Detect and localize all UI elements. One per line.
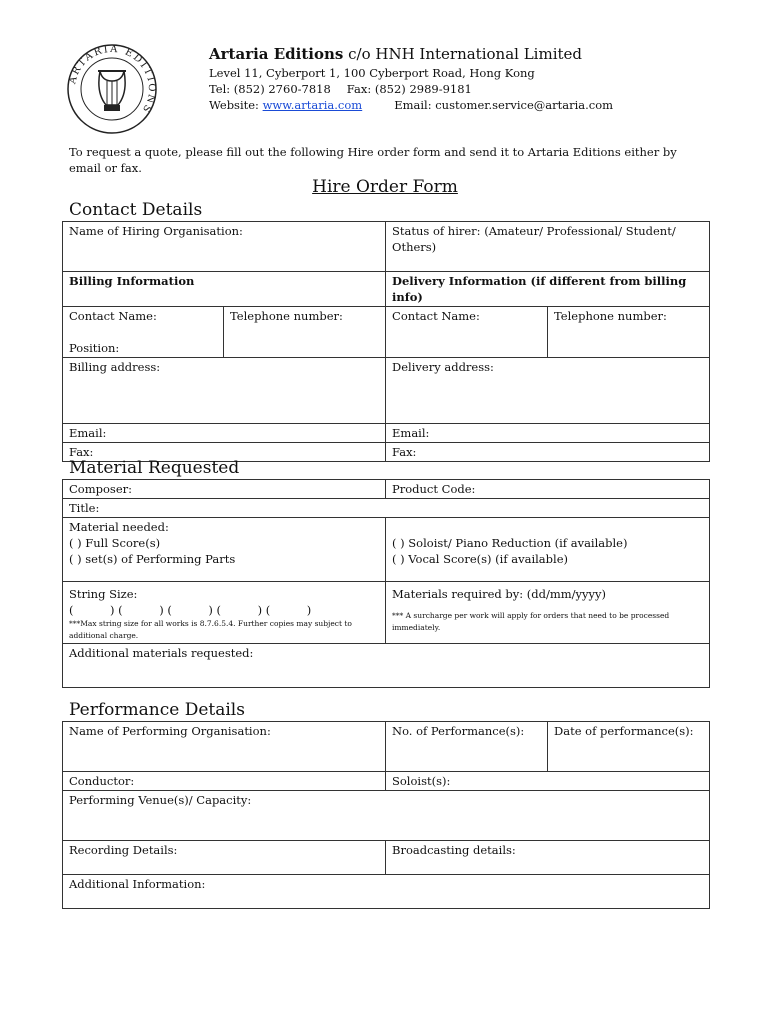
artaria-lyre-logo — [66, 43, 158, 135]
additional-information-field[interactable]: Additional Information: — [63, 875, 710, 909]
soloist-reduction-option[interactable]: ( ) Soloist/ Piano Reduction (if available) — [392, 536, 628, 550]
delivery-address-field[interactable]: Delivery address: — [386, 358, 710, 424]
delivery-contact-field[interactable]: Contact Name: — [386, 307, 548, 358]
contact-details-heading: Contact Details — [69, 200, 203, 220]
additional-materials-field[interactable]: Additional materials requested: — [63, 644, 710, 688]
billing-telephone-field[interactable]: Telephone number: — [224, 307, 386, 358]
company-name: Artaria Editions c/o HNH International Limited — [209, 45, 582, 63]
performing-parts-option[interactable]: ( ) set(s) of Performing Parts — [69, 552, 236, 566]
company-address: Level 11, Cyberport 1, 100 Cyberport Road, Hong Kong — [209, 66, 535, 80]
email-text: Email: customer.service@artaria.com — [394, 98, 614, 112]
string-size-cell[interactable] — [63, 582, 386, 644]
contact-details-table — [62, 221, 710, 462]
billing-email-field[interactable]: Email: — [63, 424, 386, 443]
tel-text: Tel: (852) 2760-7818 — [209, 82, 331, 96]
string-size-boxes[interactable]: ( ) ( ) ( ) ( ) ( ) — [69, 603, 312, 617]
recording-details-field[interactable]: Recording Details: — [63, 841, 386, 875]
delivery-telephone-field[interactable]: Telephone number: — [548, 307, 710, 358]
surcharge-note: *** A surcharge per work will apply for orders that need to be processed immediately. — [392, 611, 670, 632]
material-needed-label: Material needed: — [69, 520, 169, 534]
material-requested-table — [62, 479, 710, 688]
material-options-cell — [386, 518, 710, 582]
performance-details-table — [62, 721, 710, 909]
delivery-fax-field[interactable]: Fax: — [386, 443, 710, 462]
fax-text: Fax: (852) 2989-9181 — [346, 82, 472, 96]
billing-contact-field[interactable]: Contact Name: Position: — [63, 307, 224, 358]
performance-details-heading: Performance Details — [69, 700, 245, 720]
delivery-email-field[interactable]: Email: — [386, 424, 710, 443]
vocal-score-option[interactable]: ( ) Vocal Score(s) (if available) — [392, 552, 568, 566]
contact-phone-fax — [209, 82, 472, 96]
title-field[interactable]: Title: — [63, 499, 710, 518]
billing-fax-field[interactable]: Fax: — [63, 443, 386, 462]
website-link[interactable]: www.artaria.com — [262, 98, 363, 112]
hiring-org-field[interactable]: Name of Hiring Organisation: — [63, 222, 386, 272]
broadcasting-details-field[interactable]: Broadcasting details: — [386, 841, 710, 875]
performing-org-field[interactable]: Name of Performing Organisation: — [63, 722, 386, 772]
conductor-field[interactable]: Conductor: — [63, 772, 386, 791]
billing-address-field[interactable]: Billing address: — [63, 358, 386, 424]
string-size-label: String Size: — [69, 587, 138, 601]
svg-text:ARTARIA EDITIONS: ARTARIA EDITIONS — [67, 43, 158, 116]
intro-text: To request a quote, please fill out the following Hire order form and send it to Artaria Editions either by email or fax. — [69, 145, 677, 175]
billing-info-label: Billing Information — [63, 272, 386, 307]
composer-field[interactable]: Composer: — [63, 480, 386, 499]
required-by-label: Materials required by: (dd/mm/yyyy) — [392, 587, 607, 601]
string-size-note: ***Max string size for all works is 8.7.6.5.4. Further copies may subject to additional charge. — [69, 619, 352, 640]
material-needed-cell — [63, 518, 386, 582]
venue-capacity-field[interactable]: Performing Venue(s)/ Capacity: — [63, 791, 710, 841]
required-by-cell[interactable] — [386, 582, 710, 644]
form-title: Hire Order Form — [312, 177, 458, 197]
date-performances-field[interactable]: Date of performance(s): — [548, 722, 710, 772]
delivery-info-label: Delivery Information (if different from billing info) — [386, 272, 710, 307]
full-score-option[interactable]: ( ) Full Score(s) — [69, 536, 161, 550]
hirer-status-field[interactable]: Status of hirer: (Amateur/ Professional/ Student/ Others) — [386, 222, 710, 272]
soloists-field[interactable]: Soloist(s): — [386, 772, 710, 791]
material-requested-heading: Material Requested — [69, 458, 240, 478]
no-performances-field[interactable]: No. of Performance(s): — [386, 722, 548, 772]
product-code-field[interactable]: Product Code: — [386, 480, 710, 499]
website-email-line: Website: www.artaria.com Email: customer.service@artaria.com — [209, 98, 614, 112]
